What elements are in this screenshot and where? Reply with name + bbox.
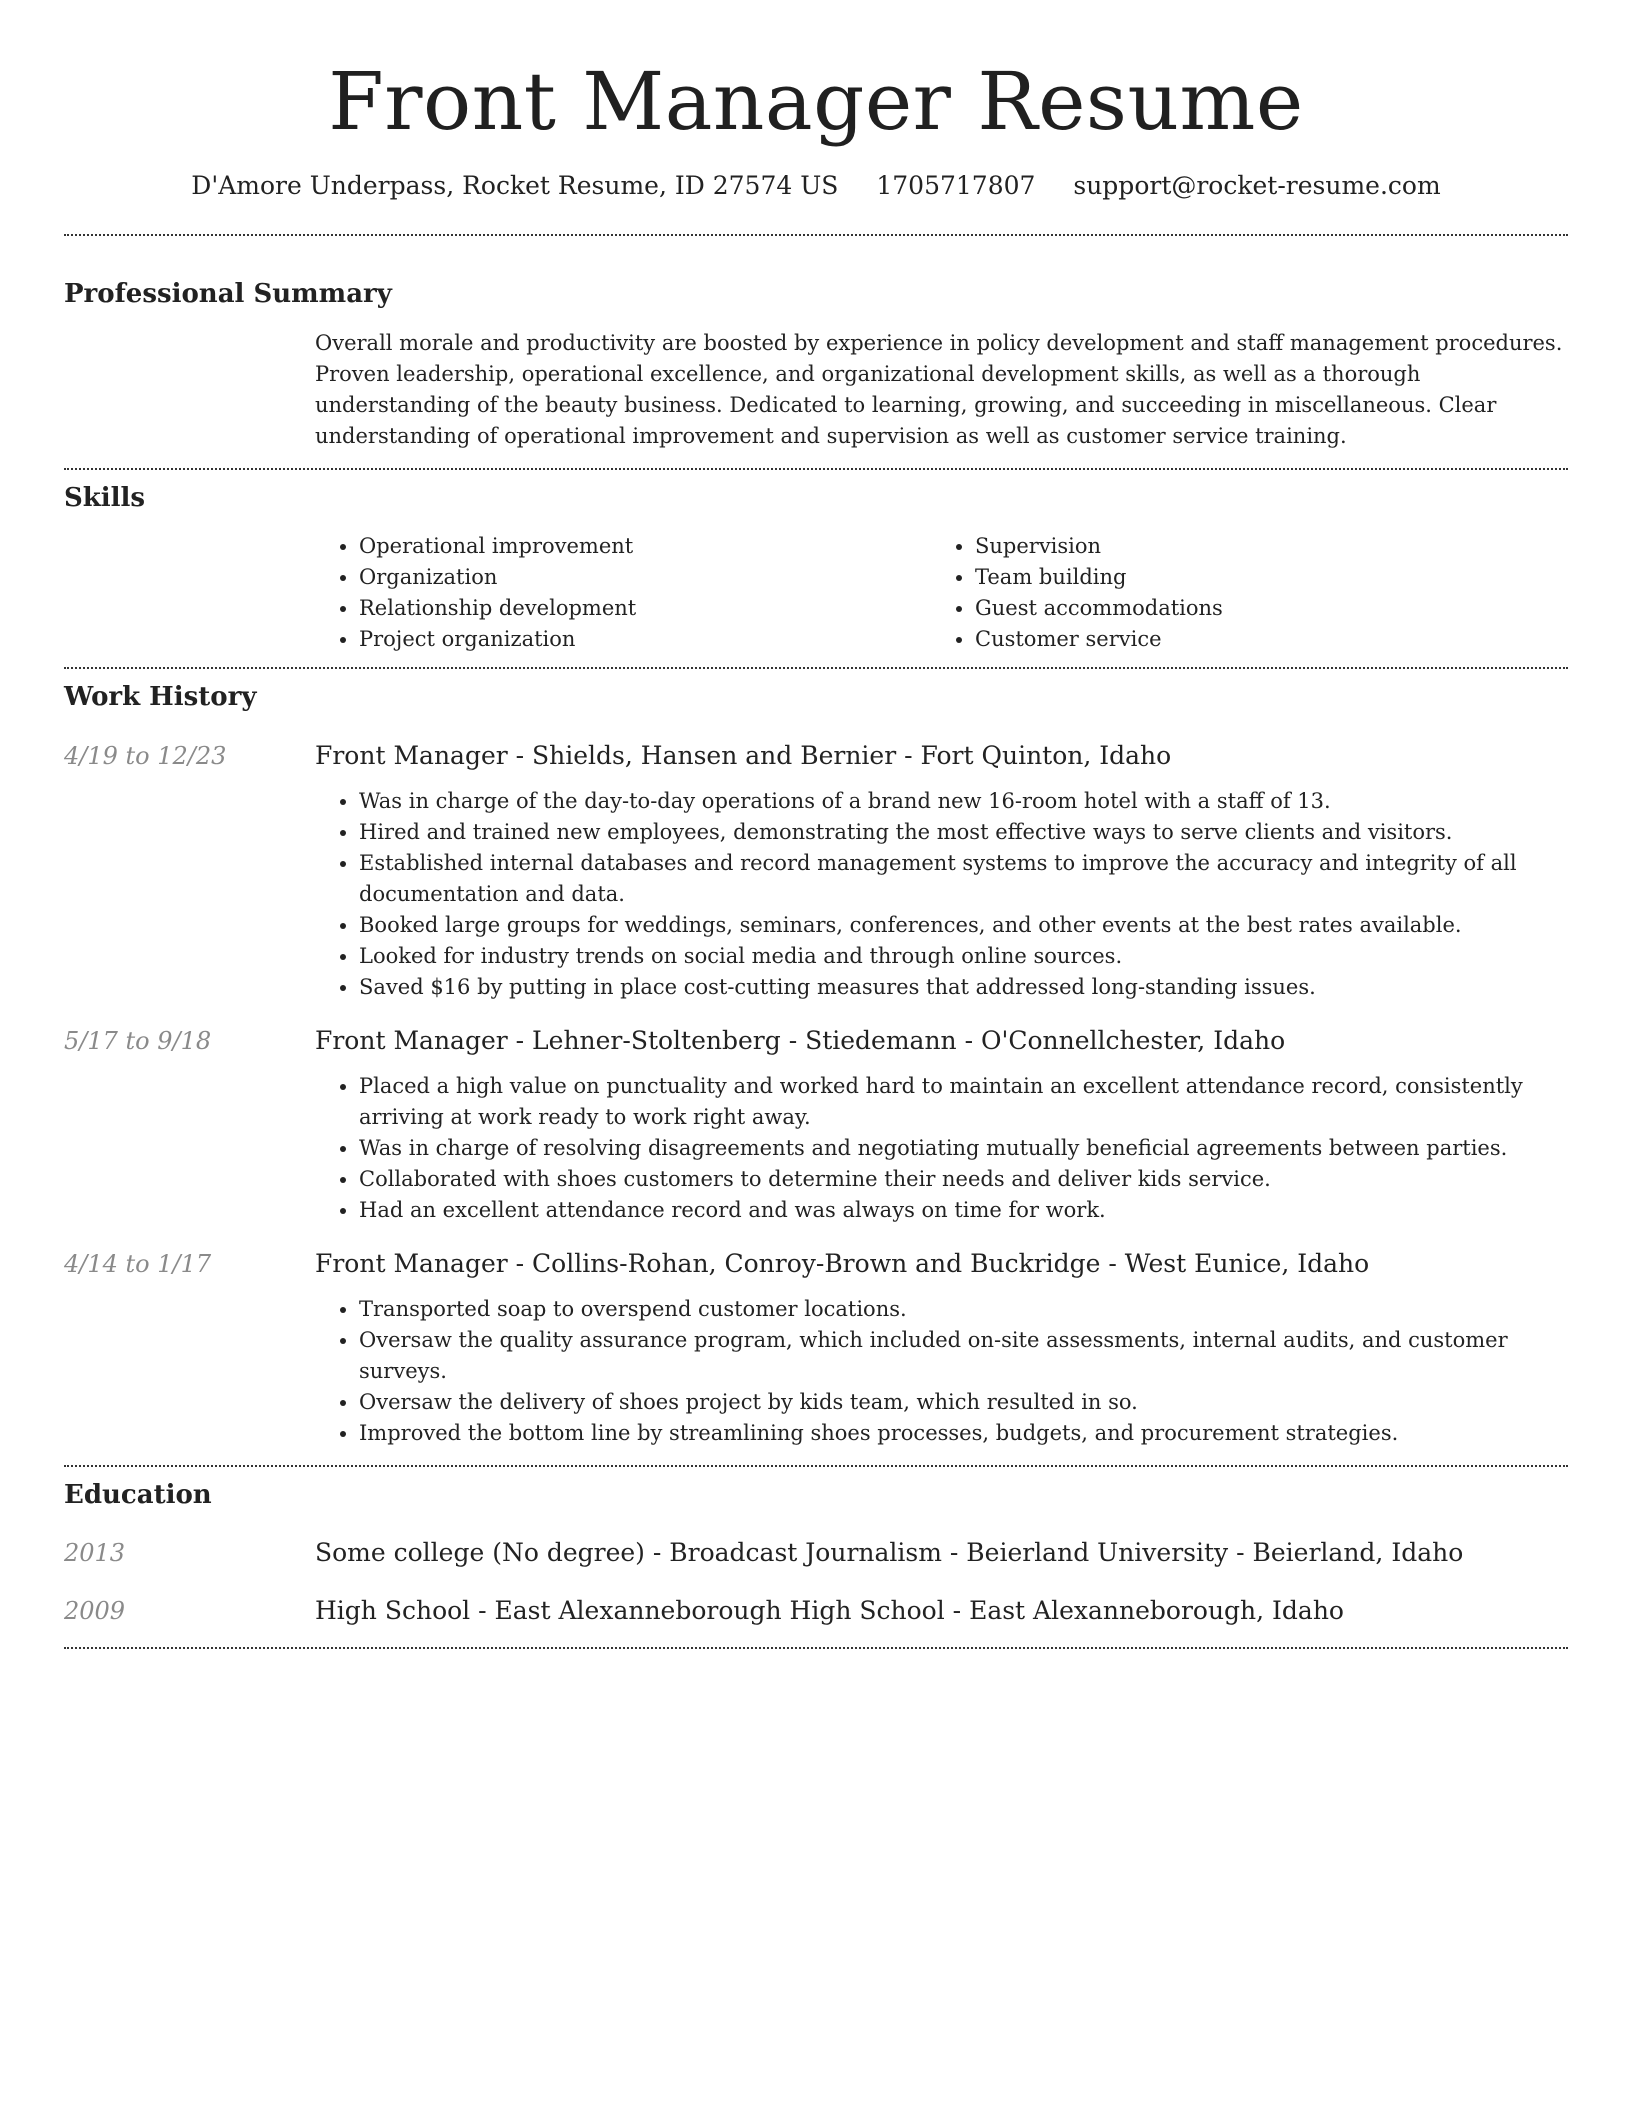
section-title-skills: Skills xyxy=(64,483,146,513)
job-bullets xyxy=(315,1294,1568,1449)
job-dates: 4/14 to 1/17 xyxy=(64,1250,212,1278)
education-entry xyxy=(64,1535,1568,1571)
job-bullet: • Oversaw the quality assurance program, which included on-site assessments, internal audits, and customer surveys. xyxy=(359,1325,1568,1387)
skills-column-right xyxy=(931,531,1547,655)
job-bullet: • Placed a high value on punctuality and worked hard to maintain an excellent attendance record, consistently arriving at work ready to work right away. xyxy=(359,1071,1568,1133)
section-title-education: Education xyxy=(64,1480,212,1510)
job-bullet: • Was in charge of the day-to-day operations of a brand new 16-room hotel with a staff of 13. xyxy=(359,786,1568,817)
job-bullet: • Had an excellent attendance record and was always on time for work. xyxy=(359,1195,1568,1226)
skill-item: • Customer service xyxy=(975,624,1547,655)
skill-item: • Organization xyxy=(359,562,931,593)
contact-phone: 1705717807 xyxy=(876,171,1036,200)
job-bullets xyxy=(315,1071,1568,1226)
job-bullet: • Established internal databases and record management systems to improve the accuracy and integrity of all documentation and data. xyxy=(359,848,1568,910)
job-bullet: • Oversaw the delivery of shoes project by kids team, which resulted in so. xyxy=(359,1387,1568,1418)
job-entry xyxy=(64,1023,1568,1226)
divider xyxy=(64,1647,1568,1649)
contact-address: D'Amore Underpass, Rocket Resume, ID 27574 US xyxy=(191,171,839,200)
skills-grid xyxy=(315,531,1568,655)
divider xyxy=(64,234,1568,236)
skill-item: • Guest accommodations xyxy=(975,593,1547,624)
section-title-summary: Professional Summary xyxy=(64,279,392,309)
job-bullets xyxy=(315,786,1568,1003)
skills-column-left xyxy=(315,531,931,655)
skill-item: • Operational improvement xyxy=(359,531,931,562)
job-bullet: • Saved $16 by putting in place cost-cutting measures that addressed long-standing issues. xyxy=(359,972,1568,1003)
job-dates: 5/17 to 9/18 xyxy=(64,1027,212,1055)
job-bullet: • Improved the bottom line by streamlining shoes processes, budgets, and procurement strategies. xyxy=(359,1418,1568,1449)
job-body xyxy=(315,1023,1568,1226)
education-entry xyxy=(64,1593,1568,1629)
job-entry xyxy=(64,1246,1568,1449)
summary-text: Overall morale and productivity are boosted by experience in policy development and staff management procedures. Proven leadership, operational excellence, and organizational development skills, as well as a thorough understanding of the beauty business. Dedicated to learning, growing, and succeeding in miscellaneous. Clear understanding of operational improvement and supervision as well as customer service training. xyxy=(315,331,1563,448)
job-bullet: • Transported soap to overspend customer locations. xyxy=(359,1294,1568,1325)
job-heading: Front Manager - Lehner-Stoltenberg - Stiedemann - O'Connellchester, Idaho xyxy=(315,1026,1286,1055)
skill-item: • Relationship development xyxy=(359,593,931,624)
job-bullet: • Hired and trained new employees, demonstrating the most effective ways to serve clients and visitors. xyxy=(359,817,1568,848)
work-history-list xyxy=(64,738,1568,1449)
skill-item: • Supervision xyxy=(975,531,1547,562)
divider xyxy=(64,1465,1568,1467)
job-dates: 4/19 to 12/23 xyxy=(64,742,227,770)
job-bullet: • Collaborated with shoes customers to determine their needs and deliver kids service. xyxy=(359,1164,1568,1195)
skill-item: • Project organization xyxy=(359,624,931,655)
contact-line xyxy=(64,168,1568,204)
divider xyxy=(64,468,1568,470)
job-bullet: • Booked large groups for weddings, seminars, conferences, and other events at the best rates available. xyxy=(359,910,1568,941)
education-heading: High School - East Alexanneborough High School - East Alexanneborough, Idaho xyxy=(315,1596,1344,1625)
education-heading: Some college (No degree) - Broadcast Journalism - Beierland University - Beierland, Idaho xyxy=(315,1538,1464,1567)
section-title-work-history: Work History xyxy=(64,682,257,712)
education-year: 2013 xyxy=(64,1539,126,1567)
job-body xyxy=(315,1246,1568,1449)
job-bullet: • Looked for industry trends on social media and through online sources. xyxy=(359,941,1568,972)
contact-email: support@rocket-resume.com xyxy=(1073,171,1441,200)
job-body xyxy=(315,738,1568,1003)
job-bullet: • Was in charge of resolving disagreements and negotiating mutually beneficial agreements between parties. xyxy=(359,1133,1568,1164)
skill-item: • Team building xyxy=(975,562,1547,593)
education-year: 2009 xyxy=(64,1597,126,1625)
job-entry xyxy=(64,738,1568,1003)
divider xyxy=(64,667,1568,669)
job-heading: Front Manager - Shields, Hansen and Bernier - Fort Quinton, Idaho xyxy=(315,741,1172,770)
resume-title: Front Manager Resume xyxy=(328,55,1304,148)
job-heading: Front Manager - Collins-Rohan, Conroy-Brown and Buckridge - West Eunice, Idaho xyxy=(315,1249,1370,1278)
